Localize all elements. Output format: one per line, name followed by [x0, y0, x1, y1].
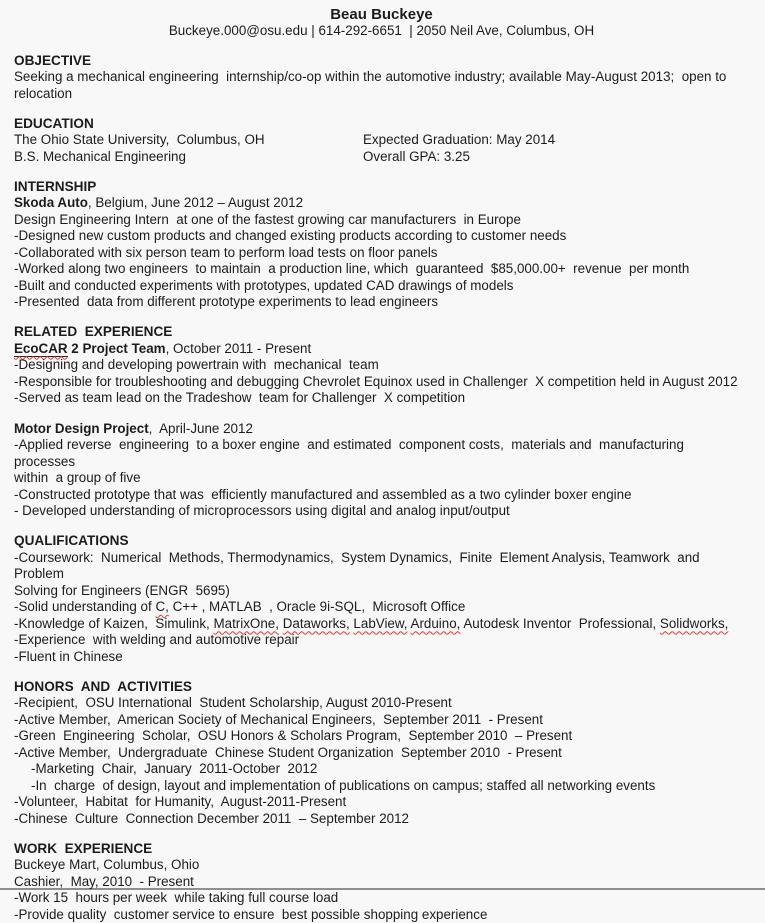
misspelled-word: EcoCAR — [14, 341, 68, 357]
resume-line — [14, 487, 749, 504]
section-honors-and-activities — [14, 679, 749, 828]
resume-line — [14, 632, 749, 649]
text-segment: -Designed new custom products and changed existing products according to customer needs — [14, 228, 566, 243]
resume-line — [14, 195, 749, 212]
text-segment: 2 Project Team — [68, 341, 166, 356]
text-segment: Design Engineering Intern at one of the fastest growing car manufacturers in Europe — [14, 212, 521, 227]
text-segment: -Knowledge of Kaizen, Simulink, — [14, 616, 213, 631]
text-segment: -Responsible for troubleshooting and debugging Chevrolet Equinox used in Challenger X competition held in August 2012 — [14, 374, 738, 389]
resume-line — [14, 390, 749, 407]
section-work-experience — [14, 841, 749, 923]
contact-info: Buckeye.000@osu.edu | 614-292-6651 | 2050 Neil Ave, Columbus, OH — [14, 23, 749, 39]
misspelled-word: Arduino, — [411, 616, 461, 631]
resume-line — [14, 212, 749, 229]
resume-line — [14, 907, 749, 923]
section-heading: EDUCATION — [14, 116, 749, 133]
misspelled-word: LabView, — [353, 616, 407, 631]
text-segment: relocation — [14, 86, 72, 101]
text-segment: -Built and conducted experiments with prototypes, updated CAD drawings of models — [14, 278, 513, 293]
resume-line — [14, 261, 749, 278]
text-segment: -Served as team lead on the Tradeshow team for Challenger X competition — [14, 390, 465, 405]
text-segment: -Solid understanding of — [14, 599, 155, 614]
resume-line — [14, 132, 749, 149]
text-segment: -Worked along two engineers to maintain a production line, which guaranteed $85,000.00+ revenue per month — [14, 261, 689, 276]
text-segment: Autodesk Inventor Professional, — [460, 616, 660, 631]
resume-line — [14, 811, 749, 828]
resume-line — [14, 374, 749, 391]
resume-line — [14, 278, 749, 295]
section-heading: OBJECTIVE — [14, 53, 749, 70]
text-segment: -Provide quality customer service to ensure best possible shopping experience — [14, 907, 487, 922]
text-segment: , April-June 2012 — [149, 421, 253, 436]
resume-line — [14, 228, 749, 245]
text-segment: , Belgium, June 2012 – August 2012 — [88, 195, 303, 210]
resume-line — [14, 245, 749, 262]
text-segment: , October 2011 - Present — [166, 341, 312, 356]
text-segment: -Presented data from different prototype experiments to lead engineers — [14, 294, 438, 309]
text-segment: -Chinese Culture Connection December 2011 – September 2012 — [14, 811, 409, 826]
text-segment: Motor Design Project — [14, 421, 149, 436]
section-education — [14, 116, 749, 166]
resume-line — [14, 695, 749, 712]
resume-line — [14, 874, 749, 891]
resume-line — [14, 712, 749, 729]
resume-line — [14, 357, 749, 374]
text-segment: -Applied reverse engineering to a boxer engine and estimated component costs, materials and manufacturing processes — [14, 437, 691, 469]
section-heading: RELATED EXPERIENCE — [14, 324, 749, 341]
resume-line — [14, 890, 749, 907]
text-segment: C++ , MATLAB , Oracle 9i-SQL, Microsoft Office — [169, 599, 465, 614]
resume-line — [14, 69, 749, 86]
resume-line — [14, 294, 749, 311]
section-heading: QUALIFICATIONS — [14, 533, 749, 550]
resume-line — [14, 470, 749, 487]
text-segment: -Work 15 hours per week while taking full course load — [14, 890, 338, 905]
text-segment: -In charge of design, layout and implementation of publications on campus; staffed all networking events — [31, 778, 655, 793]
resume-line — [14, 503, 749, 520]
resume-line — [14, 745, 749, 762]
misspelled-word: C, — [155, 599, 168, 614]
text-segment: -Recipient, OSU International Student Scholarship, August 2010-Present — [14, 695, 452, 710]
section-heading: HONORS AND ACTIVITIES — [14, 679, 749, 696]
section-heading: WORK EXPERIENCE — [14, 841, 749, 858]
text-segment: Cashier, May, 2010 - Present — [14, 874, 194, 889]
resume-line — [14, 437, 749, 470]
misspelled-word: Dataworks, — [283, 616, 350, 631]
resume-line — [14, 794, 749, 811]
resume-line — [14, 761, 749, 778]
resume-line — [14, 778, 749, 795]
resume-line — [14, 550, 749, 583]
section-qualifications — [14, 533, 749, 665]
text-segment: -Experience with welding and automotive repair — [14, 632, 299, 647]
text-segment: -Active Member, Undergraduate Chinese Student Organization September 2010 - Present — [14, 745, 562, 760]
candidate-name: Beau Buckeye — [14, 6, 749, 23]
resume-line — [14, 421, 749, 438]
text-segment: -Constructed prototype that was efficiently manufactured and assembled as a two cylinder boxer engine — [14, 487, 632, 502]
misspelled-word: Solidworks, — [660, 616, 728, 631]
resume-line — [14, 86, 749, 103]
resume-line — [14, 149, 749, 166]
text-segment: -Fluent in Chinese — [14, 649, 123, 664]
resume-line — [14, 616, 749, 633]
text-segment: - Developed understanding of microprocessors using digital and analog input/output — [14, 503, 510, 518]
section-internship — [14, 179, 749, 311]
resume-line — [14, 583, 749, 600]
resume-sections — [14, 53, 749, 923]
column-left-text: B.S. Mechanical Engineering — [14, 149, 186, 164]
text-segment: -Green Engineering Scholar, OSU Honors & Scholars Program, September 2010 – Present — [14, 728, 572, 743]
text-segment: -Designing and developing powertrain with mechanical team — [14, 357, 379, 372]
section-related-experience — [14, 324, 749, 520]
text-segment: -Coursework: Numerical Methods, Thermodynamics, System Dynamics, Finite Element Analysis, Teamwork and Problem — [14, 550, 703, 582]
text-segment: -Active Member, American Society of Mechanical Engineers, September 2011 - Present — [14, 712, 543, 727]
text-segment: Buckeye Mart, Columbus, Ohio — [14, 857, 199, 872]
text-segment: -Collaborated with six person team to perform load tests on floor panels — [14, 245, 438, 260]
resume-line — [14, 728, 749, 745]
section-objective — [14, 53, 749, 103]
text-segment: -Marketing Chair, January 2011-October 2012 — [31, 761, 317, 776]
resume-line — [14, 599, 749, 616]
resume-line — [14, 341, 749, 358]
spacer — [14, 407, 749, 421]
resume-line — [14, 857, 749, 874]
text-segment: Seeking a mechanical engineering internship/co-op within the automotive industry; available May-August 2013; open to — [14, 69, 726, 84]
misspelled-word: MatrixOne, — [213, 616, 278, 631]
text-segment: Skoda Auto — [14, 195, 88, 210]
column-left-text: The Ohio State University, Columbus, OH — [14, 132, 265, 147]
column-right-text: Expected Graduation: May 2014 — [363, 132, 555, 149]
section-heading: INTERNSHIP — [14, 179, 749, 196]
column-right-text: Overall GPA: 3.25 — [363, 149, 470, 166]
text-segment: Solving for Engineers (ENGR 5695) — [14, 583, 230, 598]
resume-line — [14, 649, 749, 666]
text-segment: within a group of five — [14, 470, 141, 485]
text-segment: -Volunteer, Habitat for Humanity, August-2011-Present — [14, 794, 346, 809]
